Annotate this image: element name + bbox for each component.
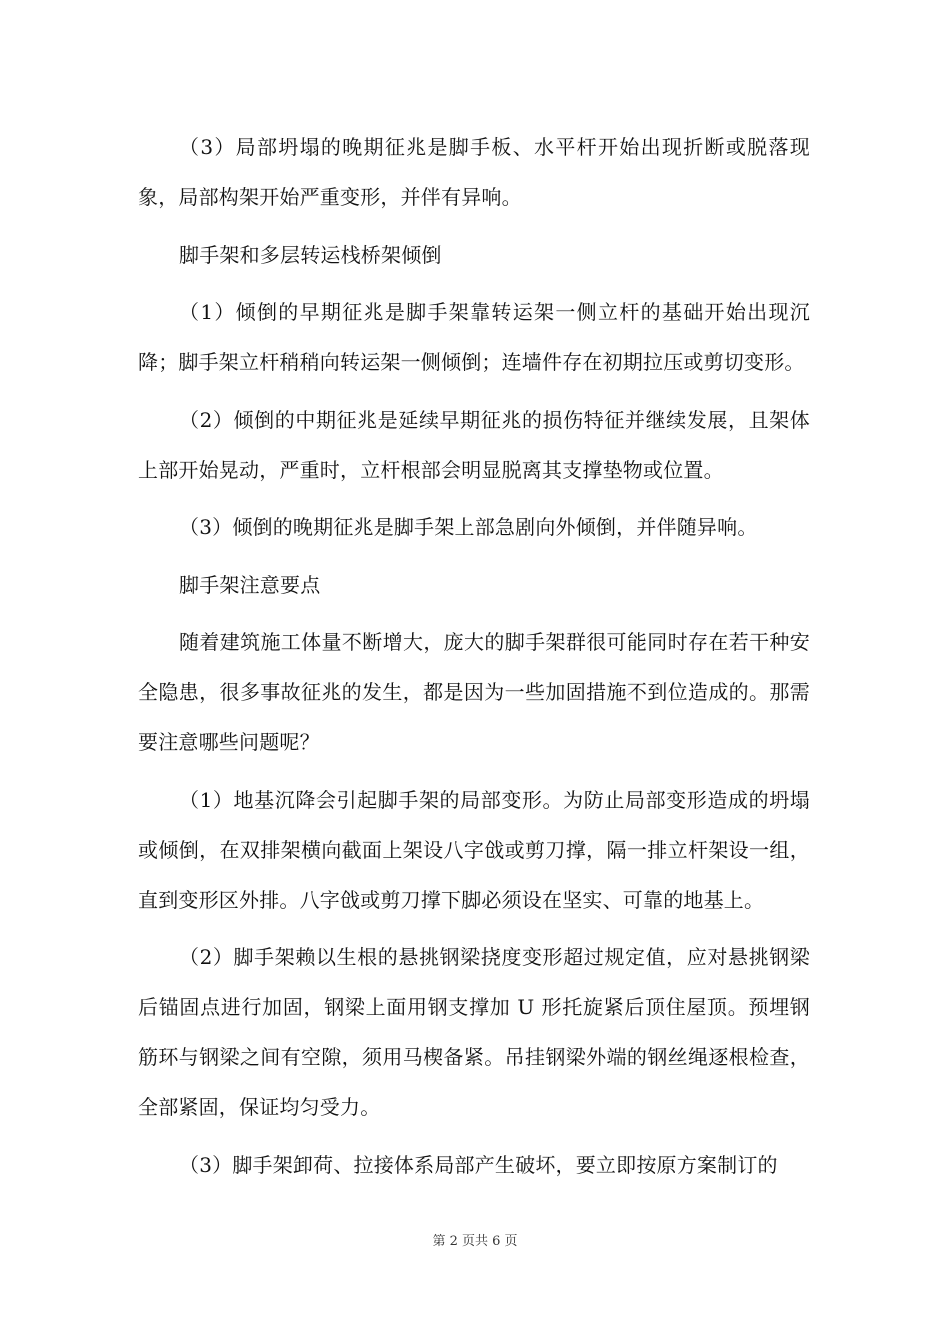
document-body [138, 122, 810, 1197]
paragraph-key-points-intro: 随着建筑施工体量不断增大，庞大的脚手架群很可能同时存在若干种安全隐患，很多事故征兆的发生，都是因为一些加固措施不到位造成的。那需要注意哪些问题呢？ [138, 630, 810, 754]
page-number-footer: 第 2 页共 6 页 [432, 1234, 518, 1249]
paragraph-cantilever-beam: （2）脚手架赖以生根的悬挑钢梁挠度变形超过规定值，应对悬挑钢梁后锚固点进行加固，钢梁上面用钢支撑加 U 形托旋紧后顶住屋顶。预埋钢筋环与钢梁之间有空隙，须用马楔备紧。吊挂钢梁外端的钢丝绳逐根检查，全部紧固，保证均匀受力。 [138, 945, 810, 1119]
paragraph-overturning-early-signs: （1）倾倒的早期征兆是脚手架靠转运架一侧立杆的基础开始出现沉降；脚手架立杆稍稍向转运架一侧倾倒；连墙件存在初期拉压或剪切变形。 [138, 300, 810, 374]
paragraph-overturning-middle-signs: （2）倾倒的中期征兆是延续早期征兆的损伤特征并继续发展，且架体上部开始晃动，严重时，立杆根部会明显脱离其支撑垫物或位置。 [138, 407, 810, 482]
section-heading-overturning: 脚手架和多层转运栈桥架倾倒 [179, 242, 442, 267]
paragraph-unloading-system: （3）脚手架卸荷、拉接体系局部产生破坏，要立即按原方案制订的 [179, 1152, 778, 1177]
paragraph-overturning-late-signs: （3）倾倒的晚期征兆是脚手架上部急剧向外倾倒，并伴随异响。 [179, 515, 758, 539]
section-heading-key-points: 脚手架注意要点 [179, 572, 321, 597]
paragraph-collapse-late-signs: （3）局部坍塌的晚期征兆是脚手板、水平杆开始出现折断或脱落现象，局部构架开始严重变形，并伴有异响。 [138, 135, 810, 209]
paragraph-foundation-settlement: （1）地基沉降会引起脚手架的局部变形。为防止局部变形造成的坍塌或倾倒，在双排架横向截面上架设八字戗或剪刀撑，隔一排立杆架设一组，直到变形区外排。八字戗或剪刀撑下脚必须设在坚实、可靠的地基上。 [138, 787, 810, 912]
